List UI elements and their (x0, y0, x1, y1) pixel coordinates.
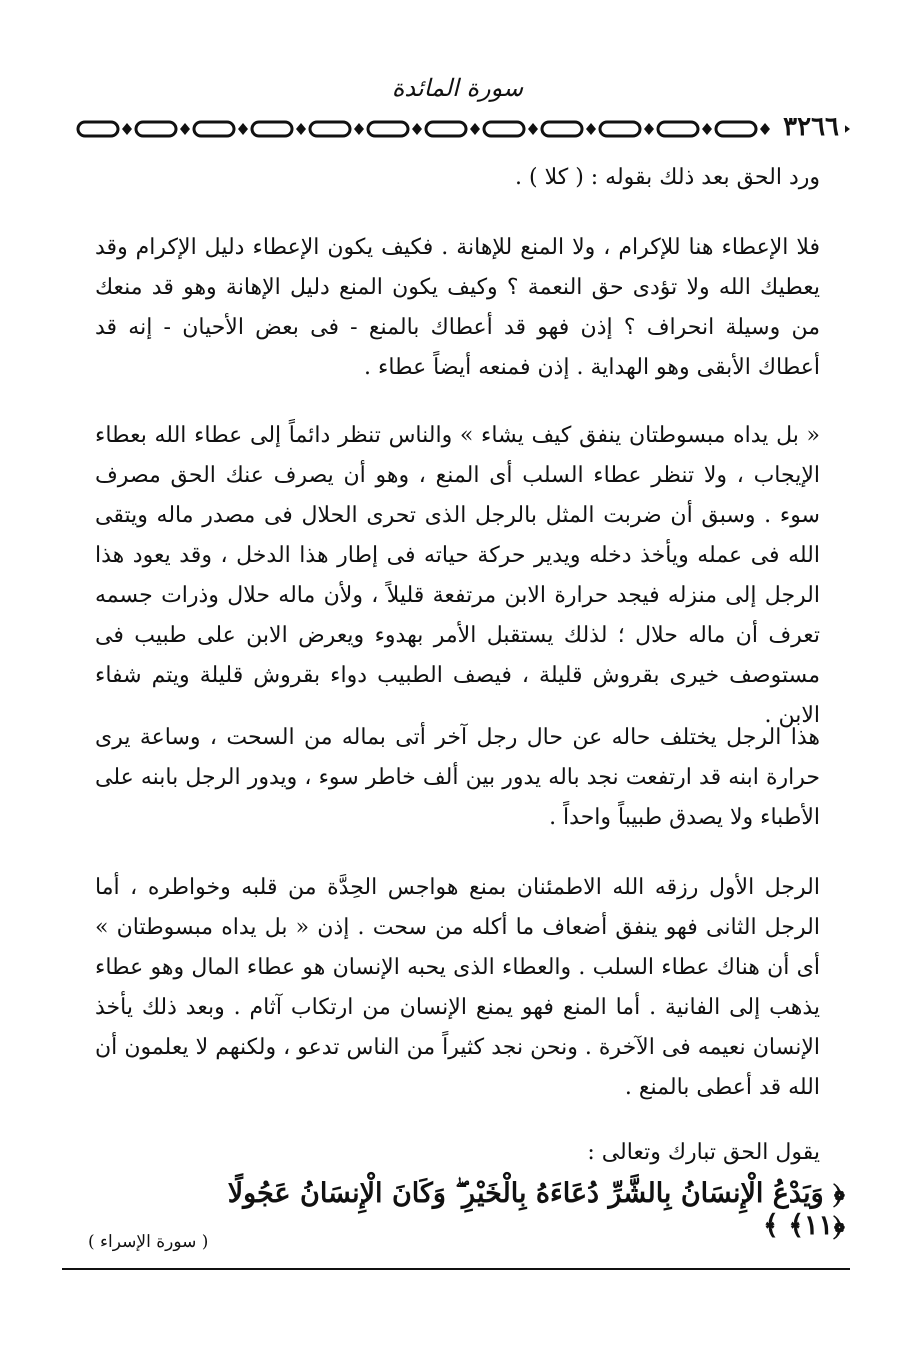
paragraph-text: هذا الرجل يختلف حاله عن حال رجل آخر أتى بماله من السحت ، وساعة يرى حرارة ابنه قد ارتفعت نجد باله يدور بين ألف خاطر سوء ، ويدور الرجل بابنه على الأطباء ولا يصدق طبيباً واحداً . (95, 725, 820, 830)
quran-verse: ﴿ وَيَدْعُ الْإِنسَانُ بِالشَّرِّ دُعَاءَهُ بِالْخَيْرِ ۖ وَكَانَ الْإِنسَانُ عَجُولًا ﴿١١﴾ ﴾ (227, 1178, 845, 1241)
verse-reference: ( سورة الإسراء ) (88, 1232, 209, 1252)
footer-rule (62, 1268, 850, 1270)
page-number: ٣٢٦٦ (777, 112, 845, 142)
paragraph-text: « بل يداه مبسوطتان ينفق كيف يشاء » والناس تنظر دائماً إلى عطاء الله بعطاء الإيجاب ، ولا تنظر عطاء السلب أى المنع ، وهو أن يصرف عنك الحق مصرف سوء . وسبق أن ضربت المثل بالرجل الذى تحرى الحلال فى مصدر ماله ويتقى الله فى عمله ويأخذ دخله ويدير حركة حياته فى إطار هذا الدخل ، وقد يعود هذا الرجل إلى منزله فيجد حرارة الابن مرتفعة قليلاً ، ولأن ماله حلال وذرات جسمه تعرف أن ماله حلال ؛ لذلك يستقبل الأمر بهدوء ويعرض الابن على طبيب فى مستوصف خيرى بقروش قليلة ، فيصف الطبيب دواء بقروش قليلة ويتم شفاء الابن . (95, 423, 820, 728)
paragraph (95, 416, 820, 736)
paragraph-text: فلا الإعطاء هنا للإكرام ، ولا المنع للإهانة . فكيف يكون الإعطاء دليل الإكرام وقد يعطيك الله ولا تؤدى حق النعمة ؟ وكيف يكون المنع دليل الإهانة وهو قد منعك من وسيلة انحراف ؟ إذن فهو قد أعطاك بالمنع - فى بعض الأحيان - إنه قد أعطاك الأبقى وهو الهداية . إذن فمنعه أيضاً عطاء . (95, 235, 820, 380)
verse-intro: يقول الحق تبارك وتعالى : (587, 1140, 820, 1165)
surah-title: سورة المائدة (391, 74, 524, 102)
paragraph (95, 228, 820, 388)
ornamental-header-rule (72, 114, 852, 144)
continuation-line (95, 158, 820, 198)
paragraph-text: الرجل الأول رزقه الله الاطمئنان بمنع هواجس الحِدَّة من قلبه وخواطره ، أما الرجل الثانى فهو ينفق أضعاف ما أكله من سحت . إذن « بل يداه مبسوطتان » أى أن هناك عطاء السلب . والعطاء الذى يحبه الإنسان هو عطاء المال وهو عطاء يذهب إلى الفانية . أما المنع فهو يمنع الإنسان من ارتكاب آثام . وبعد ذلك يأخذ الإنسان نعيمه فى الآخرة . ونحن نجد كثيراً من الناس تدعو ، ولكنهم لا يعلمون أن الله قد أعطى بالمنع . (95, 875, 820, 1100)
continuation-text: ورد الحق بعد ذلك بقوله : ( كلا ) . (515, 165, 820, 190)
paragraph (95, 718, 820, 838)
paragraph (95, 868, 820, 1108)
